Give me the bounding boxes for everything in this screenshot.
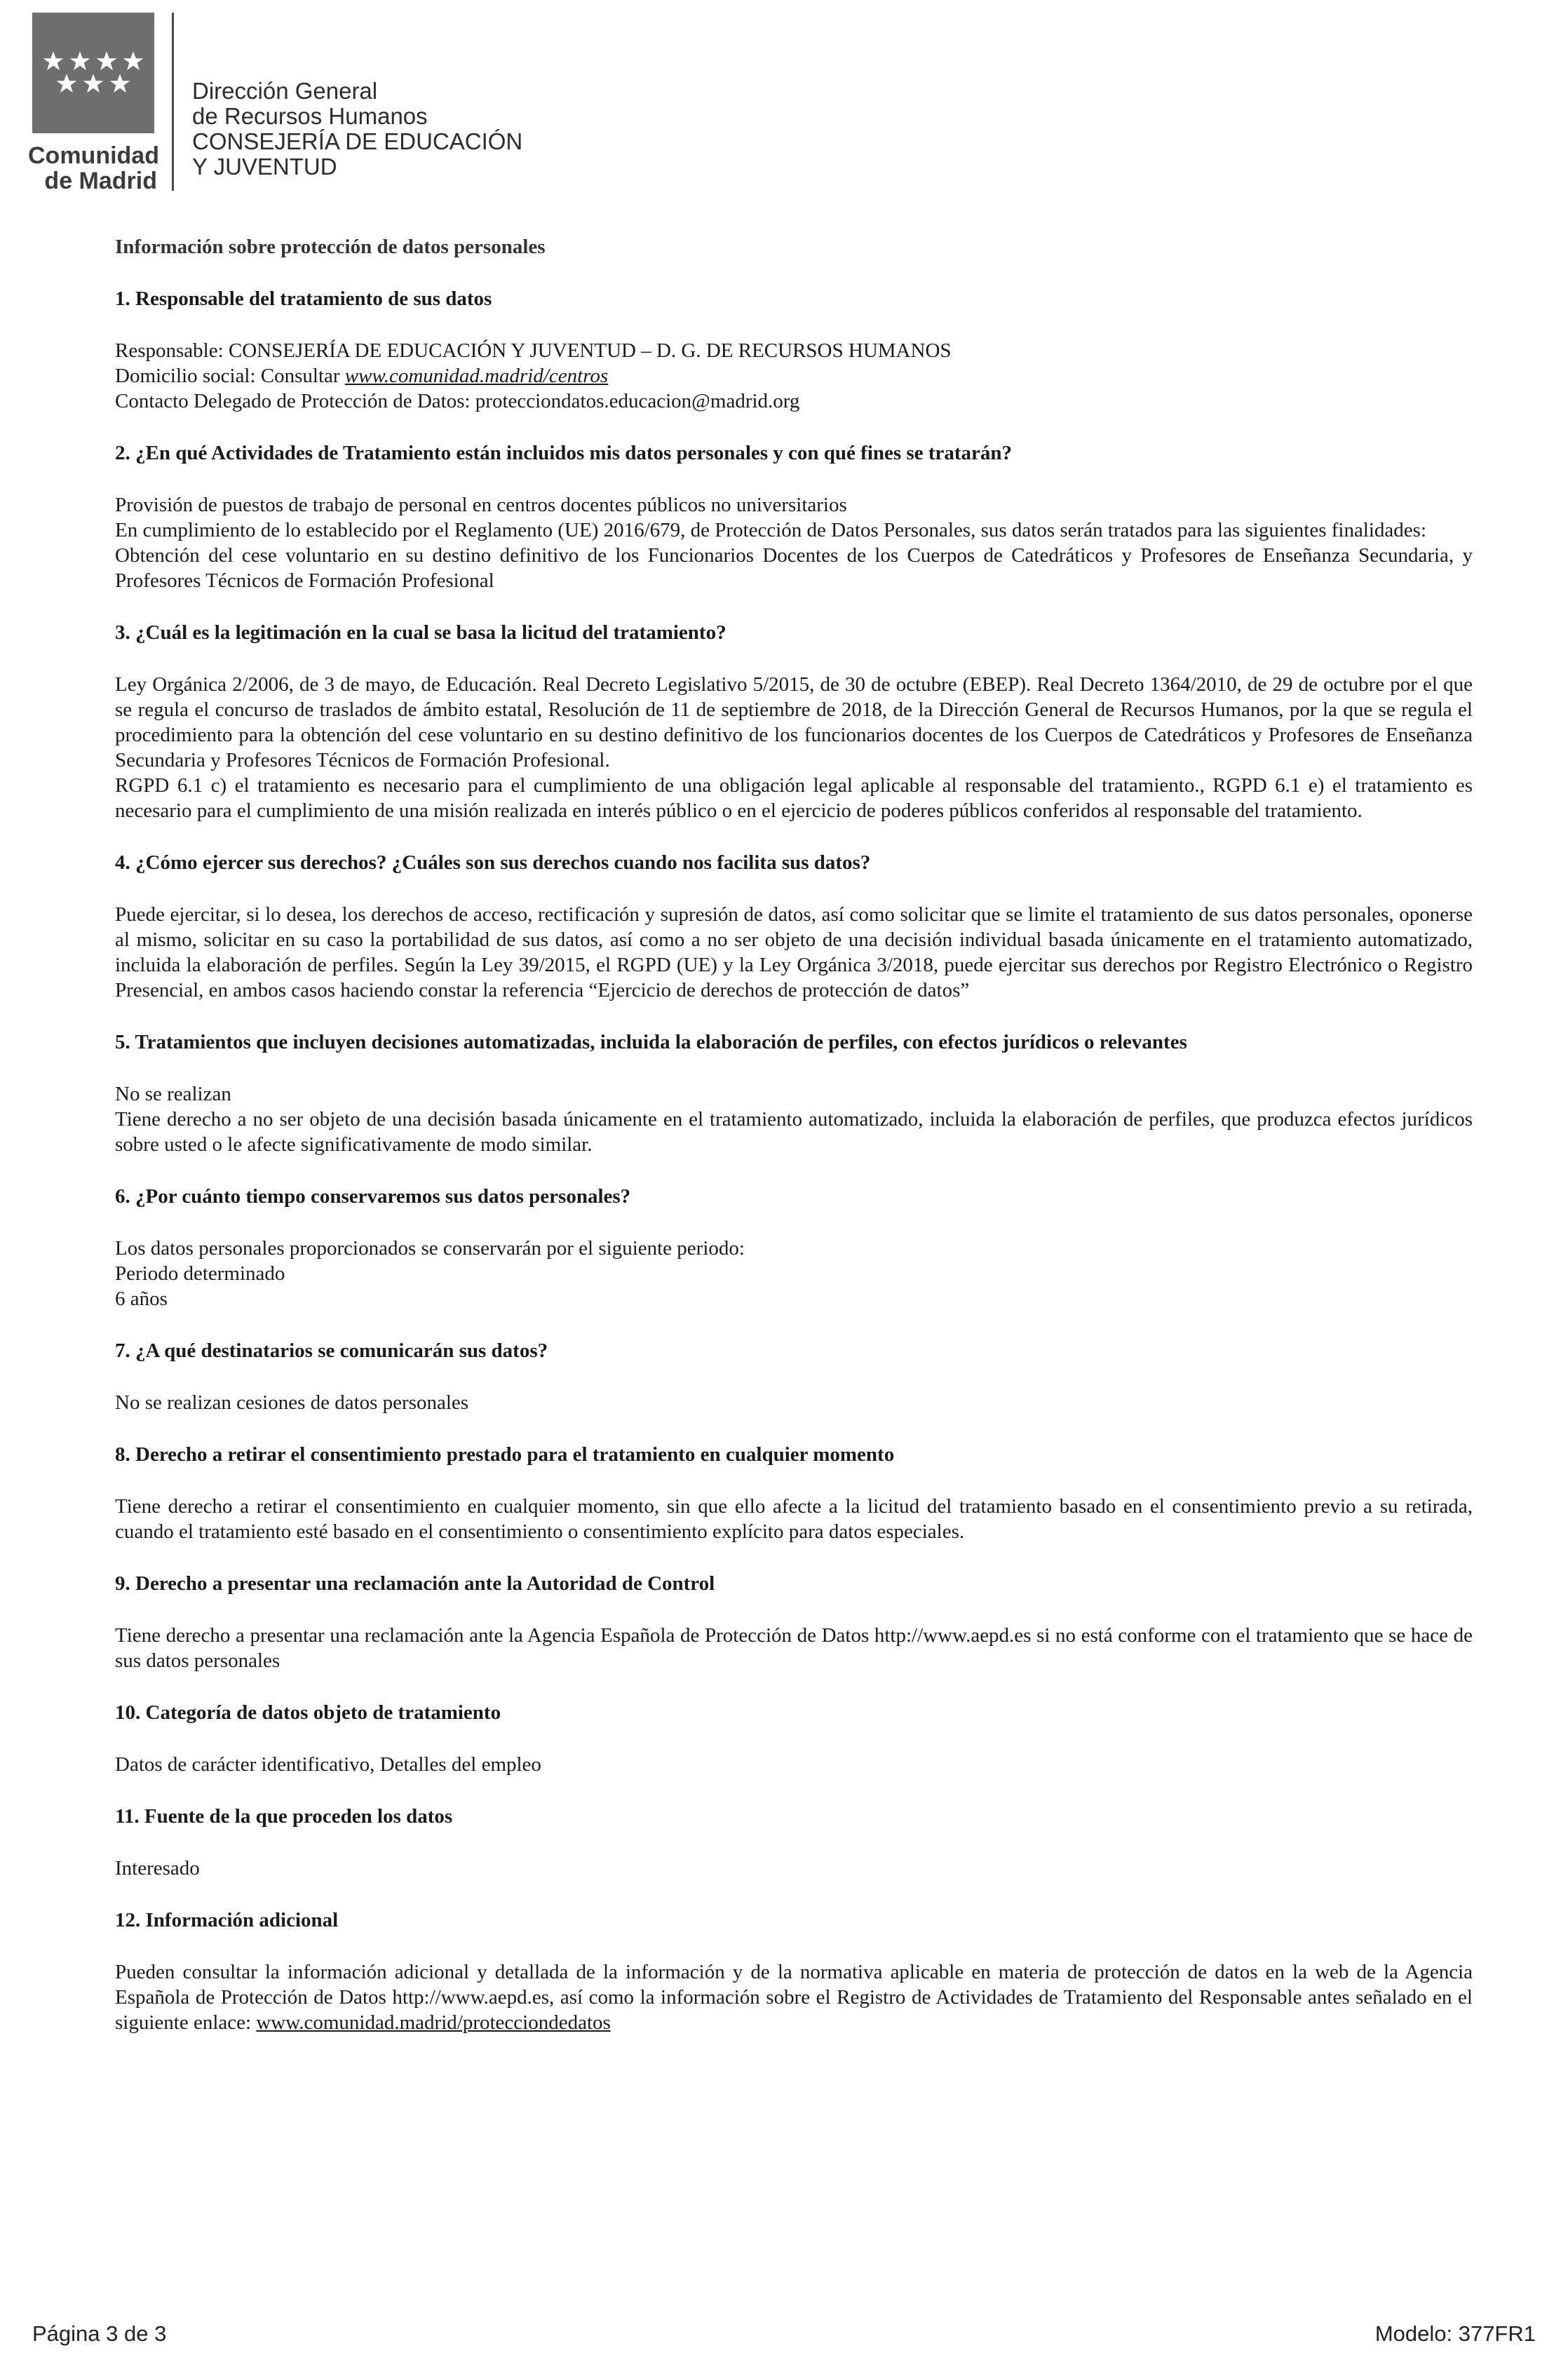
logo-line-2: de Madrid <box>44 168 157 194</box>
section-12-text: Pueden consultar la información adicional y detallada de la información y de la normativa aplicable en materia de protección de datos en la web de la Agencia Española de Protección de Datos http://www.aepd.es, así como la información sobre el Registro de Actividades de Tratamiento del Responsable antes señalado en el siguiente enlace: <box>115 1961 1473 2034</box>
logo-text <box>28 143 157 194</box>
centros-link[interactable]: www.comunidad.madrid/centros <box>344 365 609 387</box>
section-9-paragraph: Tiene derecho a presentar una reclamación ante la Agencia Española de Protección de Datos http://www.aepd.es si no está conforme con el tratamiento que se hace de sus datos personales <box>115 1624 1473 1672</box>
section-5-body <box>115 1081 1473 1157</box>
domicilio-line <box>115 363 1473 389</box>
page-footer <box>32 2321 1536 2347</box>
dept-line-4: Y JUVENTUD <box>192 154 337 180</box>
section-2-paragraph: Provisión de puestos de trabajo de personal en centros docentes públicos no universitarios <box>115 494 847 516</box>
section-7-heading: 7. ¿A qué destinatarios se comunicarán sus datos? <box>115 1339 548 1362</box>
page-number: Página 3 de 3 <box>32 2321 167 2346</box>
section-11-body <box>115 1856 1473 1881</box>
section-2-body <box>115 492 1473 593</box>
section-4-body <box>115 902 1473 1003</box>
section-8-body <box>115 1494 1473 1544</box>
section-8-heading: 8. Derecho a retirar el consentimiento prestado para el tratamiento en cualquier momento <box>115 1443 895 1466</box>
section-12-paragraph <box>115 1959 1473 2035</box>
section-10-heading: 10. Categoría de datos objeto de tratamiento <box>115 1701 501 1724</box>
section-6-body <box>115 1236 1473 1311</box>
section-9-heading: 9. Derecho a presentar una reclamación ante la Autoridad de Control <box>115 1572 715 1595</box>
section-8-paragraph: Tiene derecho a retirar el consentimiento en cualquier momento, sin que ello afecte a la licitud del tratamiento basado en el consentimiento previo a su retirada, cuando el tratamiento esté basado en el consentimiento o consentimiento explícito para datos especiales. <box>115 1495 1473 1543</box>
contacto-line: Contacto Delegado de Protección de Datos: protecciondatos.educacion@madrid.org <box>115 390 800 412</box>
section-6-paragraph: Periodo determinado <box>115 1262 285 1285</box>
domicilio-label: Domicilio social: Consultar <box>115 365 345 387</box>
section-2-heading: 2. ¿En qué Actividades de Tratamiento están incluidos mis datos personales y con qué fines se tratarán? <box>115 442 1013 464</box>
department-block <box>192 79 522 180</box>
section-12-body <box>115 1959 1473 2035</box>
stars-icon <box>32 50 154 94</box>
section-3-paragraph: Ley Orgánica 2/2006, de 3 de mayo, de Educación. Real Decreto Legislativo 5/2015, de 30 de octubre (EBEP). Real Decreto 1364/2010, de 29 de octubre por el que se regula el concurso de traslados de ámbito estatal, Resolución de 11 de septiembre de 2018, de la Dirección General de Recursos Humanos, por la que se regula el procedimiento para la obtención del cese voluntario en su destino definitivo de los funcionarios docentes de los Cuerpos de Catedráticos y Profesores de Enseñanza Secundaria y Profesores Técnicos de Formación Profesional. <box>115 673 1473 771</box>
dept-line-3: CONSEJERÍA DE EDUCACIÓN <box>192 128 523 154</box>
section-4-heading: 4. ¿Cómo ejercer sus derechos? ¿Cuáles son sus derechos cuando nos facilita sus datos? <box>115 851 871 874</box>
protecciondedatos-link[interactable]: www.comunidad.madrid/protecciondedatos <box>256 2011 611 2034</box>
section-1-heading: 1. Responsable del tratamiento de sus datos <box>115 288 492 310</box>
section-10-paragraph: Datos de carácter identificativo, Detalles del empleo <box>115 1753 541 1776</box>
dept-line-1: Dirección General <box>192 78 378 104</box>
section-3-heading: 3. ¿Cuál es la legitimación en la cual se basa la licitud del tratamiento? <box>115 621 726 644</box>
section-7-body <box>115 1390 1473 1415</box>
section-1-body <box>115 338 1473 414</box>
responsable-line: Responsable: CONSEJERÍA DE EDUCACIÓN Y JUVENTUD – D. G. DE RECURSOS HUMANOS <box>115 339 952 362</box>
section-2-paragraph: Obtención del cese voluntario en su destino definitivo de los Funcionarios Docentes de los Cuerpos de Catedráticos y Profesores de Enseñanza Secundaria, y Profesores Técnicos de Formación Profesional <box>115 544 1473 592</box>
section-5-paragraph: No se realizan <box>115 1083 231 1105</box>
section-2-paragraph: En cumplimiento de lo establecido por el Reglamento (UE) 2016/679, de Protección de Datos Personales, sus datos serán tratados para las siguientes finalidades: <box>115 519 1427 541</box>
section-12-heading: 12. Información adicional <box>115 1909 339 1931</box>
model-code: Modelo: 377FR1 <box>1374 2321 1536 2346</box>
document-body <box>115 234 1473 2062</box>
section-6-paragraph: Los datos personales proporcionados se conservarán por el siguiente periodo: <box>115 1237 745 1260</box>
section-5-paragraph: Tiene derecho a no ser objeto de una decisión basada únicamente en el tratamiento automatizado, incluida la elaboración de perfiles, que produzca efectos jurídicos sobre usted o le afecte significativamente de modo similar. <box>115 1108 1473 1156</box>
section-11-paragraph: Interesado <box>115 1857 200 1880</box>
comunidad-madrid-logo <box>32 13 154 133</box>
header-divider <box>172 13 174 191</box>
dept-line-2: de Recursos Humanos <box>192 103 428 129</box>
logo-line-1: Comunidad <box>28 142 159 169</box>
section-10-body <box>115 1752 1473 1777</box>
section-9-body <box>115 1623 1473 1673</box>
section-6-paragraph: 6 años <box>115 1288 168 1310</box>
section-7-paragraph: No se realizan cesiones de datos personales <box>115 1391 469 1414</box>
section-11-heading: 11. Fuente de la que proceden los datos <box>115 1805 453 1828</box>
section-4-paragraph: Puede ejercitar, si lo desea, los derechos de acceso, rectificación y supresión de datos, así como solicitar que se limite el tratamiento de sus datos personales, oponerse al mismo, solicitar en su caso la portabilidad de sus datos, así como a no ser objeto de una decisión individual basada únicamente en el tratamiento automatizado, incluida la elaboración de perfiles. Según la Ley 39/2015, el RGPD (UE) y la Ley Orgánica 3/2018, puede ejercitar sus derechos por Registro Electrónico o Registro Presencial, en ambos casos haciendo constar la referencia “Ejercicio de derechos de protección de datos” <box>115 903 1473 1001</box>
section-6-heading: 6. ¿Por cuánto tiempo conservaremos sus datos personales? <box>115 1185 631 1208</box>
section-3-body <box>115 672 1473 823</box>
section-5-heading: 5. Tratamientos que incluyen decisiones automatizadas, incluida la elaboración de perfiles, con efectos jurídicos o relevantes <box>115 1031 1187 1053</box>
section-3-paragraph: RGPD 6.1 c) el tratamiento es necesario para el cumplimiento de una obligación legal aplicable al responsable del tratamiento., RGPD 6.1 e) el tratamiento es necesario para el cumplimiento de una misión realizada en interés público o en el ejercicio de poderes públicos conferidos al responsable del tratamiento. <box>115 774 1473 822</box>
document-title: Información sobre protección de datos personales <box>115 236 546 258</box>
